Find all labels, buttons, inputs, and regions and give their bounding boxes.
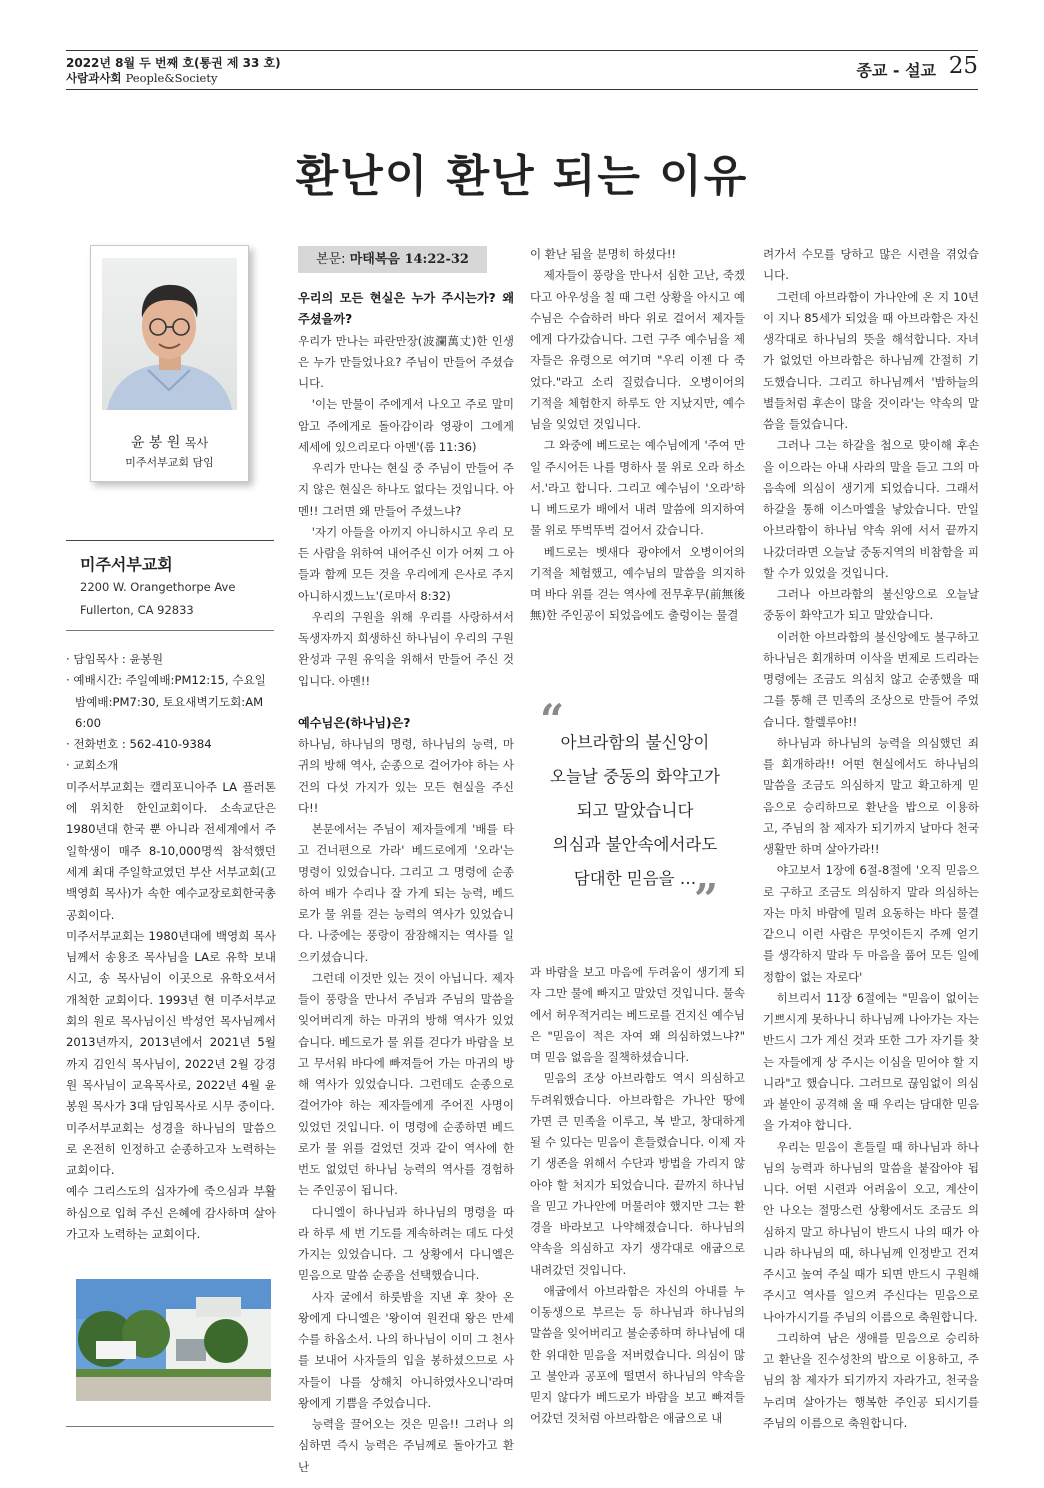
paragraph: 그런데 아브라함이 가나안에 온 지 10년이 지나 85세가 되었을 때 아브라함은 자신 생각대로 하나님의 뜻을 해석합니다. 자녀가 없었던 아브라함은 하나님께 간절히 기도했습니다. 그리고 하나님께서 '밤하늘의 별들처럼 후손이 많을 것이라'는 약속의 말씀을 들었습니다. bbox=[763, 289, 979, 431]
scripture-label: 본문: bbox=[316, 252, 346, 267]
pastor-role: 미주서부교회 담임 bbox=[125, 456, 214, 469]
paragraph: 다니엘이 하나님과 하나님의 명령을 따라 하루 세 번 기도를 계속하려는 데도 다섯 가지는 있었습니다. 그 상황에서 다니엘은 믿음으로 말씀 순종을 선택했습니다. bbox=[298, 1204, 514, 1283]
paragraph: 우리가 만나는 파란만장(波瀾萬丈)한 인생은 누가 만들었나요? 주님이 만들어 주셨습니다. bbox=[298, 333, 514, 390]
scripture-box bbox=[298, 246, 487, 273]
issue-info: 2022년 8월 두 번째 호(통권 제 33 호) bbox=[66, 56, 281, 70]
pull-quote-line: 의심과 불안속에서라도 bbox=[552, 835, 718, 854]
paragraph: 그 와중에 베드로는 예수님에게 '주여 만일 주시어든 나를 명하사 물 위로 오라 하소서.'라고 합니다. 그리고 예수님이 '오라'하니 베드로가 배에서 내려 말씀에 의지하여 물 위로 뚜벅뚜벅 걸어서 갔습니다. bbox=[530, 438, 745, 538]
pastor-photo-card bbox=[90, 245, 249, 482]
paragraph: '자기 아들을 아끼지 아니하시고 우리 모든 사람을 위하여 내어주신 이가 어찌 그 아들과 함께 모든 것을 우리에게 은사로 주지 아니하시겠느뇨'(로마서 8:32) bbox=[298, 524, 514, 603]
paragraph: 그러나 아브라함의 불신앙으로 오늘날 중동이 화약고가 되고 말았습니다. bbox=[763, 587, 979, 623]
paragraph: 하나님과 하나님의 능력을 의심했던 죄를 회개하라!! 어떤 현실에서도 하나님의 말씀을 조금도 의심하지 말고 확고하게 믿음으로 승리하므로 환난을 밥으로 이용하고, 주님의 참 제자가 되기까지 날마다 천국 생활만 하며 살아가라!! bbox=[763, 735, 979, 856]
section-heading: 예수님은(하나님)은? bbox=[298, 715, 411, 730]
info-pastor: · 담임목사 : 윤봉원 bbox=[66, 652, 164, 666]
scripture-reference: 마태복음 14:22-32 bbox=[349, 252, 469, 267]
article-column-3 bbox=[763, 244, 979, 1434]
church-name: 미주서부교회 bbox=[80, 555, 173, 574]
info-phone: · 전화번호 : 562-410-9384 bbox=[66, 737, 212, 752]
paragraph: 그런데 이것만 있는 것이 아닙니다. 제자들이 풍랑을 만나서 주님과 주님의 말씀을 잊어버리게 하는 마귀의 방해 역사가 있었습니다. 베드로가 물 위를 걷다가 바람을 보고 무서워 바다에 빠져들어 가는 마귀의 방해 역사가 있었습니다. 그런데도 순종으로 걸어가야 하는 제자들에게 주어진 사명이 있었던 것입니다. 이 명령에 순종하면 베드로가 물 위를 걸었던 것과 같이 역사에 한 번도 없었던 하나님 능력의 역사를 경험하는 주인공이 됩니다. bbox=[298, 970, 514, 1198]
paragraph: 우리가 만나는 현실 중 주님이 만들어 주지 않은 현실은 하나도 없다는 것입니다. 아멘!! 그러면 왜 만들어 주셨느냐? bbox=[298, 461, 514, 518]
paragraph: 야고보서 1장에 6절-8절에 '오직 믿음으로 구하고 조금도 의심하지 말라 의심하는 자는 마치 바람에 밀려 요동하는 바다 물결 같으니 이런 사람은 무엇이든지 주께 얻기를 생각하지 말라 두 마음을 품어 모든 일에 정함이 없는 자로다' bbox=[763, 863, 979, 984]
paragraph: 제자들이 풍랑을 만나서 심한 고난, 죽겠다고 아우성을 칠 때 그런 상황을 아시고 예수님은 수습하러 바다 위로 걸어서 제자들에게 다가갔습니다. 그런 구주 예수님을 제자들은 유령으로 여기며 "우리 이젠 다 죽었다."라고 소리 질렀습니다. 오병이어의 기적을 체험한지 하루도 안 지났지만, 예수님을 잊었던 것입니다. bbox=[530, 268, 745, 431]
paragraph: 능력을 끌어오는 것은 믿음!! 그러나 의심하면 즉시 능력은 주님께로 돌아가고 환난 bbox=[298, 1417, 514, 1474]
paragraph: 이 환난 됨을 분명히 하셨다!! bbox=[530, 247, 677, 261]
paragraph: 하나님, 하나님의 명령, 하나님의 능력, 마귀의 방해 역사, 순종으로 걸어가야 하는 사건의 다섯 가지가 있는 모든 현실을 주신다!! bbox=[298, 737, 514, 815]
intro-paragraph: 예수 그리스도의 십자가에 죽으심과 부활하심으로 입혀 주신 은혜에 감사하며 살아가고자 노력하는 교회이다. bbox=[66, 1184, 276, 1242]
paragraph: 본문에서는 주님이 제자들에게 '배를 타고 건너편으로 가라' 베드로에게 '오라'는 명령이 있었습니다. 그리고 그 명령에 순종하여 배가 수리나 잘 가게 되는 능력, 베드로가 물 위를 걷는 능력의 역사가 있었습니다. 나중에는 풍랑이 잠잠해지는 역사를 일으키셨습니다. bbox=[298, 822, 514, 964]
pastor-name-text: 윤 봉 원 bbox=[130, 435, 181, 451]
intro-paragraph: 미주서부교회는 1980년대에 백영희 목사님께서 송용조 목사님을 LA로 유학 보내시고, 송 목사님이 이곳으로 유학오셔서 개척한 교회이다. 1993년 현 미주서부교회의 원로 목사님이신 박성언 목사님께서 2013년까지, 2013년에서 2021년 5월까지 김인식 목사님이, 2022년 2월 강경원 목사님이 교육목사로, 2022년 4월 윤봉원 목사가 3대 담임목사로 시무 중이다. bbox=[66, 928, 276, 1114]
intro-paragraph: 미주서부교회는 캘리포니아주 LA 플러톤에 위치한 한인교회이다. 소속교단은 1980년대 한국 뿐 아니라 전세계에서 주일학생이 매주 8-10,000명씩 참석했던 세계 최대 주일학교였던 부산 서부교회(고 백영희 목사)가 속한 예수교장로회한국총공회이다. bbox=[66, 779, 276, 922]
paragraph: 믿음의 조상 아브라함도 역시 의심하고 두려워했습니다. 아브라함은 가나안 땅에 가면 큰 민족을 이루고, 복 받고, 창대하게 될 수 있다는 믿음이 흔들렸습니다. 이제 자기 생존을 위해서 수단과 방법을 가리지 않아야 할 처지가 되었습니다. 끝까지 하나님을 믿고 가나안에 머물러야 했지만 그는 환경을 바라보고 나약해졌습니다. 하나님의 약속을 의심하고 자기 생각대로 애굽으로 내려갔던 것입니다. bbox=[530, 1071, 745, 1277]
sidebar-rule-top bbox=[66, 540, 274, 541]
paragraph: 우리는 믿음이 흔들릴 때 하나님과 하나님의 능력과 하나님의 말씀을 붙잡아야 됩니다. 어떤 시련과 어려움이 오고, 계산이 안 나오는 절망스런 상황에서도 조금도 의심하지 말고 하나님이 반드시 나의 때가 아니라 하나님의 때, 하나님께 인정받고 건져 주시고 높여 주실 때가 되면 반드시 구원해 주시고 역사를 일으켜 주신다는 믿음으로 나아가시기를 주님의 이름으로 축원합니다. bbox=[763, 1139, 979, 1324]
pull-quote-line: 오늘날 중동의 화약고가 bbox=[550, 767, 720, 786]
paragraph: 이러한 아브라함의 불신앙에도 불구하고 하나님은 회개하며 이삭을 번제로 드리라는 명령에는 조금도 의심치 않고 순종했을 때 그를 통해 큰 민족의 조상으로 만들어 주었습니다. 할렐루야!! bbox=[763, 629, 979, 729]
pastor-photo bbox=[102, 258, 237, 410]
address-line-2: Fullerton, CA 92833 bbox=[80, 603, 194, 617]
paragraph: 애굽에서 아브라함은 자신의 아내를 누이동생으로 부르는 등 하나님과 하나님의 말씀을 잊어버리고 불순종하며 하나님에 대한 위대한 믿음을 저버렸습니다. 의심이 많고 불안과 공포에 떨면서 하나님의 약속을 믿지 않다가 베드로가 바람을 보고 빠져들어갔던 것처럼 아브라함은 애굽으로 내 bbox=[530, 1283, 745, 1426]
pastor-title: 목사 bbox=[184, 436, 209, 450]
paragraph: '이는 만물이 주에게서 나오고 주로 말미암고 주에게로 돌아감이라 영광이 그에게 세세에 있으리로다 아멘'(롬 11:36) bbox=[298, 397, 514, 454]
pull-quote-line: 되고 말았습니다 bbox=[576, 801, 694, 820]
article-column-2-top bbox=[530, 244, 745, 627]
page-number: 25 bbox=[948, 53, 978, 79]
paragraph: 히브리서 11장 6절에는 "믿음이 없이는 기쁘시게 못하나니 하나님께 나아가는 자는 반드시 그가 계신 것과 또한 그가 자기를 찾는 자들에게 상 주시는 이심을 믿어야 할 지니라"고 했습니다. 그러므로 끊임없이 의심과 불안이 공격해 올 때 우리는 담대한 믿음을 가져야 합니다. bbox=[763, 990, 979, 1133]
section-heading: 우리의 모든 현실은 누가 주시는가? 왜 주셨을까? bbox=[298, 291, 514, 327]
newspaper-name-ko: 사람과사회 bbox=[66, 71, 122, 85]
newspaper-name-en: People&Society bbox=[125, 71, 218, 85]
close-quote-icon: ” bbox=[694, 875, 719, 924]
article-column-1 bbox=[298, 288, 514, 1478]
church-info bbox=[66, 649, 276, 1245]
paragraph: 그리하여 남은 생애를 믿음으로 승리하고 환난을 진수성찬의 밥으로 이용하고, 주님의 참 제자가 되기까지 자라가고, 천국을 누리며 살아가는 행복한 주인공 되시기를 주님의 이름으로 축원합니다. bbox=[763, 1330, 979, 1430]
pull-quote-line: 아브라함의 불신앙이 bbox=[560, 733, 710, 752]
paragraph: 려가서 수모를 당하고 많은 시련을 겪었습니다. bbox=[763, 247, 979, 283]
intro-paragraph: 미주서부교회는 성경을 하나님의 말씀으로 온전히 인정하고 순종하고자 노력하는 교회이다. bbox=[66, 1120, 276, 1178]
article-title: 환난이 환난 되는 이유 bbox=[295, 151, 749, 202]
info-service-times: · 예배시간: 주일예배:PM12:15, 수요일 밤예배:PM7:30, 토요새벽기도회:AM 6:00 bbox=[66, 673, 266, 730]
sidebar-rule-mid bbox=[66, 630, 274, 631]
paragraph: 사자 굴에서 하룻밤을 지낸 후 찾아 온 왕에게 다니엘은 '왕이여 원컨대 왕은 만세수를 하옵소서. 나의 하나님이 이미 그 천사를 보내어 사자들의 입을 봉하셨으므로 사자들이 나를 상해치 아니하였사오니'라며 왕에게 기쁨을 주었습니다. bbox=[298, 1289, 514, 1410]
paragraph: 그러나 그는 하갈을 첩으로 맞이해 후손을 이으라는 아내 사라의 말을 듣고 그의 마음속에 의심이 생기게 되었습니다. 그래서 하갈을 통해 이스마엘을 낳았습니다. 만일 아브라함이 하나님 약속 위에 서서 끝까지 나갔더라면 오늘날 중동지역의 비참함을 피할 수가 있었을 것입니다. bbox=[763, 438, 979, 580]
open-quote-icon: “ bbox=[540, 695, 565, 744]
pull-quote-text bbox=[528, 726, 742, 896]
section-label: 종교 - 설교 bbox=[856, 61, 936, 80]
pastor-name bbox=[91, 432, 248, 452]
pull-quote bbox=[528, 695, 742, 924]
article-column-2-bottom bbox=[530, 962, 745, 1430]
paragraph: 우리의 구원을 위해 우리를 사랑하셔서 독생자까지 희생하신 하나님이 우리의 구원 완성과 구원 유익을 위해서 만들어 주신 것입니다. 아멘!! bbox=[298, 609, 514, 688]
sidebar-rule-bottom bbox=[66, 1426, 274, 1427]
paragraph: 과 바람을 보고 마음에 두려움이 생기게 되자 그만 물에 빠지고 말았던 것입니다. 물속에서 허우적거리는 베드로를 건지신 예수님은 "믿음이 적은 자여 왜 의심하였느냐?" 며 믿음 없음을 질책하셨습니다. bbox=[530, 965, 745, 1064]
newspaper-name bbox=[66, 70, 217, 86]
info-intro-label: · 교회소개 bbox=[66, 758, 119, 773]
church-building-photo bbox=[76, 1279, 271, 1401]
header-bottom-rule bbox=[66, 89, 978, 90]
header-top-rule bbox=[66, 50, 978, 51]
paragraph: 베드로는 벳새다 광야에서 오병이어의 기적을 체험했고, 예수님의 말씀을 의지하며 바다 위를 걷는 역사에 전무후무(前無後無)한 주인공이 되었음에도 출렁이는 물결 bbox=[530, 544, 745, 623]
address-line-1: 2200 W. Orangethorpe Ave bbox=[80, 580, 236, 594]
pull-quote-line: 담대한 믿음을 … bbox=[573, 869, 697, 888]
